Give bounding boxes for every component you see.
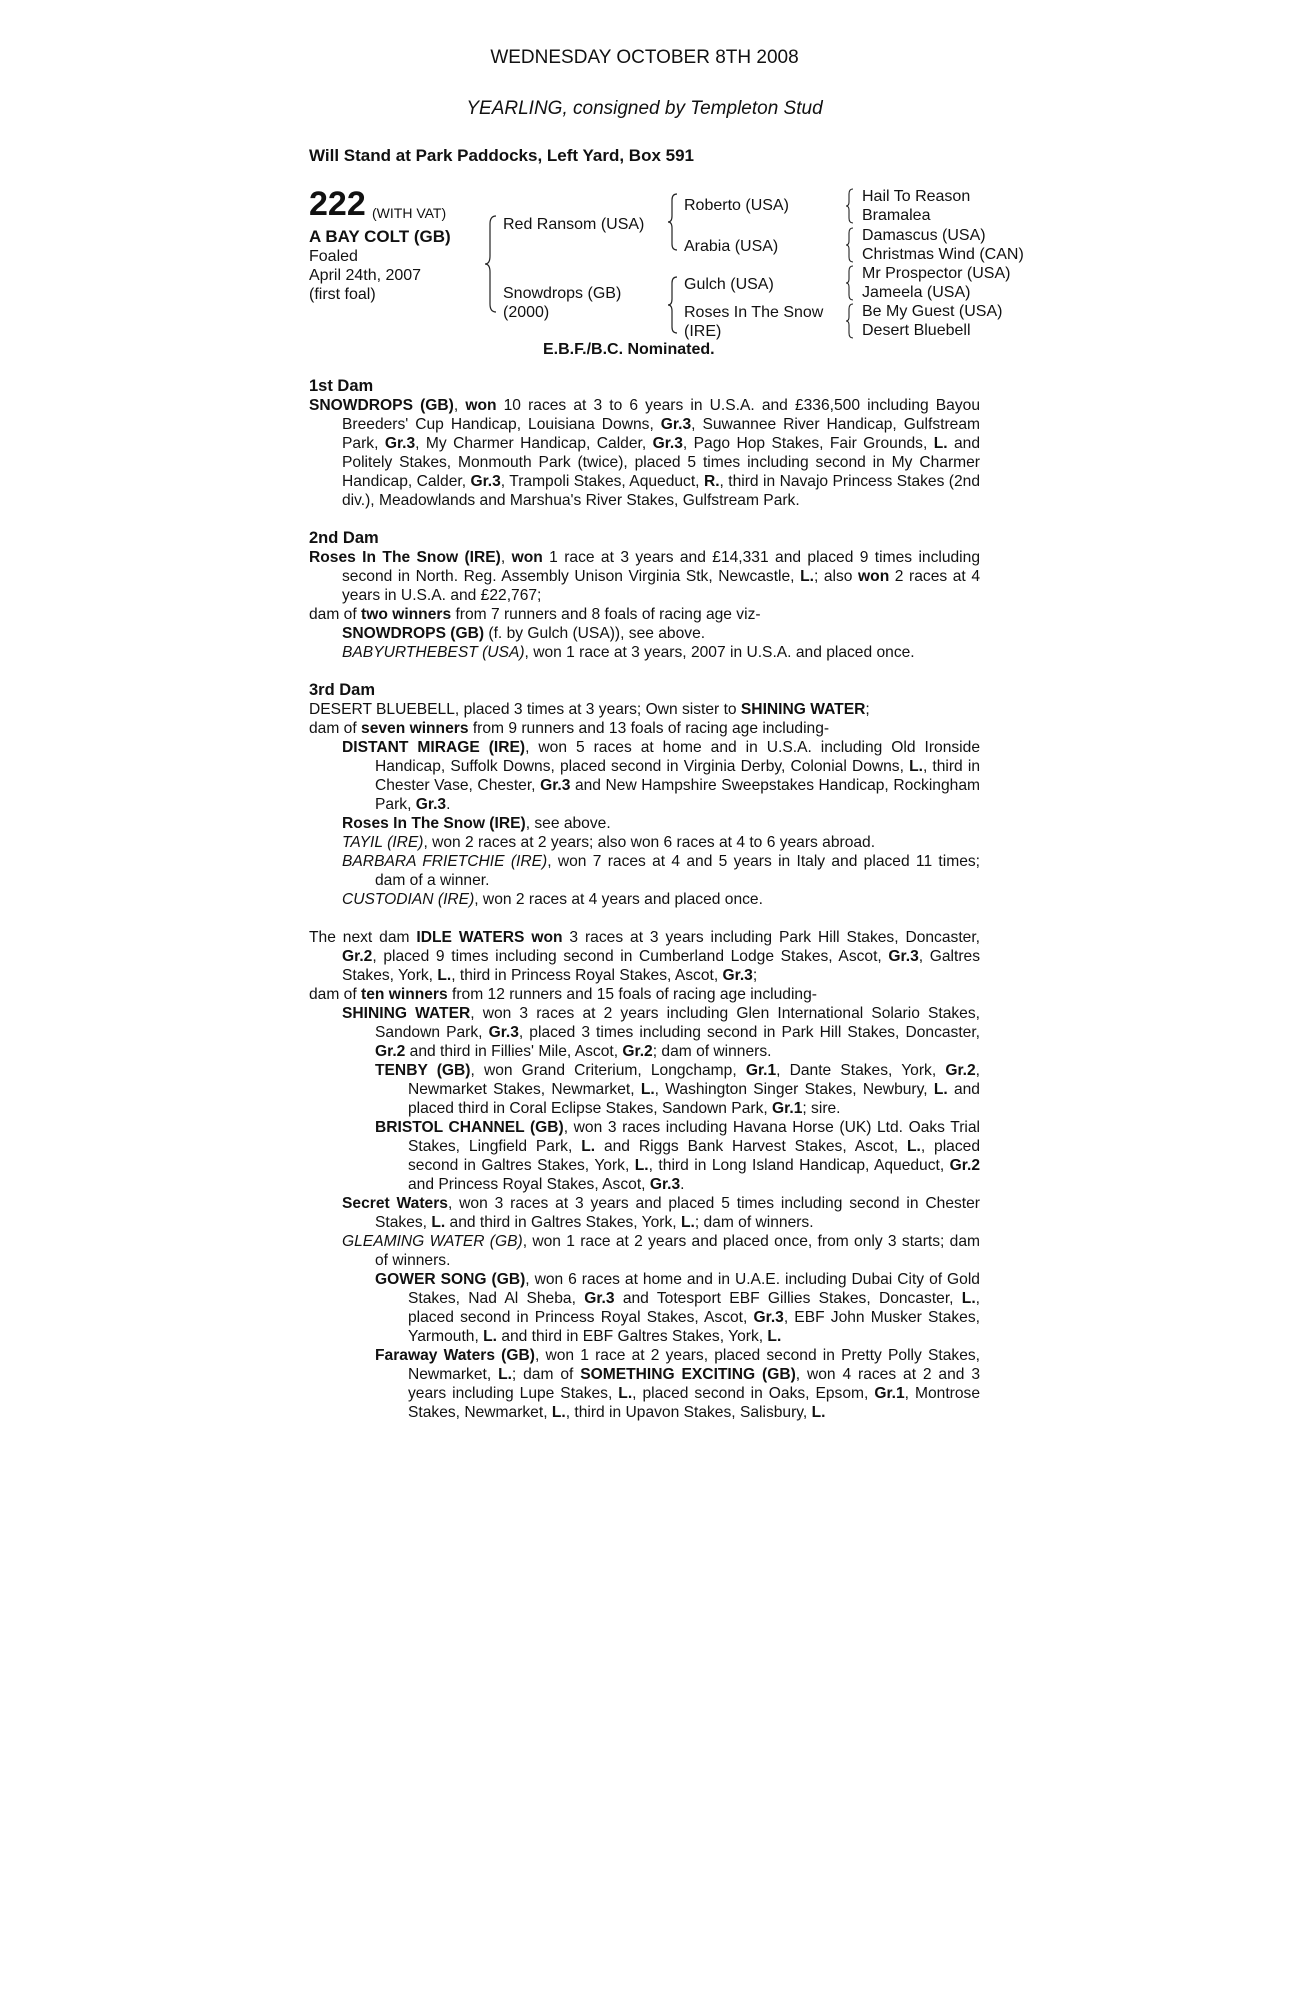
gg-sire-1: Hail To Reason bbox=[862, 188, 971, 205]
dam-year: (2000) bbox=[503, 304, 550, 321]
sale-date: WEDNESDAY OCTOBER 8TH 2008 bbox=[490, 47, 799, 68]
first-dam-paragraph: SNOWDROPS (GB), won 10 races at 3 to 6 years in U.S.A. and £336,500 including Bayou Breeders' Cup Handicap, Louisiana Downs, Gr.3, Suwannee River Handicap, Gulfstream Park, Gr.3, My Charmer Handicap, Calder, Gr.3, Pago Hop Stakes, Fair Grounds, L. and Politely Stakes, Monmouth Park (twice), placed 5 times including second in My Charmer Handicap, Calder, Gr.3, Trampoli Stakes, Aqueduct, R., third in Navajo Princess Stakes (2nd div.), Meadowlands and Marshua's River Stakes, Gulfstream Park. bbox=[309, 397, 981, 509]
foal-note: (first foal) bbox=[309, 286, 376, 303]
horse-name: Roses In The Snow (IRE) bbox=[309, 549, 501, 566]
vat-note: (WITH VAT) bbox=[372, 205, 447, 221]
gg-dam-4: Desert Bluebell bbox=[862, 322, 971, 339]
dam-dam-line1: Roses In The Snow bbox=[684, 304, 824, 321]
pedigree-brace-4b bbox=[845, 226, 855, 264]
gg-sire-2: Damascus (USA) bbox=[862, 227, 986, 244]
produce-entry: Roses In The Snow (IRE), see above. bbox=[342, 815, 611, 832]
pedigree-brace-4c bbox=[845, 264, 855, 302]
produce-entry-sub: Faraway Waters (GB), won 1 race at 2 years, placed second in Pretty Polly Stakes, Newmarket, L.; dam of SOMETHING EXCITING (GB), won 4 races at 2 and 3 years including Lupe Stakes, L., placed second in Oaks, Epsom, Gr.1, Montrose Stakes, Newmarket, L., third in Upavon Stakes, Salisbury, L. bbox=[375, 1347, 980, 1421]
gg-dam-1: Bramalea bbox=[862, 207, 931, 224]
third-dam-heading: 3rd Dam bbox=[309, 681, 376, 699]
produce-entry: BABYURTHEBEST (USA), won 1 race at 3 years, 2007 in U.S.A. and placed once. bbox=[342, 644, 915, 661]
consignor-line: YEARLING, consigned by Templeton Stud bbox=[466, 98, 823, 119]
pedigree-brace-4a bbox=[845, 187, 855, 225]
gg-sire-4: Be My Guest (USA) bbox=[862, 303, 1003, 320]
gg-dam-2: Christmas Wind (CAN) bbox=[862, 246, 1024, 263]
sire-dam: Arabia (USA) bbox=[684, 238, 779, 255]
pedigree-brace-dam bbox=[667, 275, 679, 335]
dam-sire: Gulch (USA) bbox=[684, 276, 774, 293]
stand-location: Will Stand at Park Paddocks, Left Yard, Box 591 bbox=[309, 146, 694, 165]
produce-entry-sub: BRISTOL CHANNEL (GB), won 3 races including Havana Horse (UK) Ltd. Oaks Trial Stakes, Lingfield Park, L. and Riggs Bank Harvest Stakes, Ascot, L., placed second in Galtres Stakes, York, L., third in Long Island Handicap, Aqueduct, Gr.2 and Princess Royal Stakes, Ascot, Gr.3. bbox=[375, 1119, 981, 1193]
second-dam-produce-summary: dam of two winners from 7 runners and 8 foals of racing age viz- bbox=[309, 606, 761, 623]
sire-name: Red Ransom (USA) bbox=[503, 216, 645, 233]
next-dam-produce-summary: dam of ten winners from 12 runners and 15 foals of racing age including- bbox=[309, 986, 817, 1003]
produce-entry: GLEAMING WATER (GB), won 1 race at 2 years and placed once, from only 3 starts; dam of winners. bbox=[342, 1233, 980, 1269]
first-dam-heading: 1st Dam bbox=[309, 377, 374, 395]
foaled-date: April 24th, 2007 bbox=[309, 267, 422, 284]
dam-dam-line2: (IRE) bbox=[684, 323, 722, 340]
lot-number: 222 bbox=[309, 185, 366, 223]
produce-entry-sub: TENBY (GB), won Grand Criterium, Longchamp, Gr.1, Dante Stakes, York, Gr.2, Newmarket Stakes, Newmarket, L., Washington Singer Stakes, Newbury, L. and placed third in Coral Eclipse Stakes, Sandown Park, Gr.1; sire. bbox=[375, 1062, 980, 1117]
second-dam-paragraph: Roses In The Snow (IRE), won 1 race at 3 years and £14,331 and placed 9 times including second in North. Reg. Assembly Unison Virginia Stk, Newcastle, L.; also won 2 races at 4 years in U.S.A. and £22,767; bbox=[309, 549, 981, 604]
next-dam-paragraph: The next dam IDLE WATERS won 3 races at 3 years including Park Hill Stakes, Doncaster, Gr.2, placed 9 times including second in Cumberland Lodge Stakes, Ascot, Gr.3, Galtres Stakes, York, L., third in Princess Royal Stakes, Ascot, Gr.3; bbox=[309, 929, 980, 984]
horse-name: SNOWDROPS (GB) bbox=[309, 397, 454, 414]
produce-entry: SNOWDROPS (GB) (f. by Gulch (USA)), see above. bbox=[342, 625, 706, 642]
nomination-note: E.B.F./B.C. Nominated. bbox=[543, 341, 715, 358]
third-dam-produce-summary: dam of seven winners from 9 runners and 13 foals of racing age including- bbox=[309, 720, 830, 737]
produce-entry: DISTANT MIRAGE (IRE), won 5 races at home and in U.S.A. including Old Ironside Handicap, Suffolk Downs, placed second in Virginia Derby, Colonial Downs, L., third in Chester Vase, Chester, Gr.3 and New Hampshire Sweepstakes Handicap, Rockingham Park, Gr.3. bbox=[342, 739, 980, 813]
produce-entry: CUSTODIAN (IRE), won 2 races at 4 years and placed once. bbox=[342, 891, 763, 908]
produce-entry: BARBARA FRIETCHIE (IRE), won 7 races at 4 and 5 years in Italy and placed 11 times; dam of a winner. bbox=[342, 853, 980, 889]
gg-sire-3: Mr Prospector (USA) bbox=[862, 265, 1011, 282]
second-dam-heading: 2nd Dam bbox=[309, 529, 379, 547]
pedigree-brace-4d bbox=[845, 302, 855, 340]
catalogue-body bbox=[309, 377, 980, 1422]
pedigree-brace-gen1 bbox=[484, 214, 498, 314]
produce-entry: Secret Waters, won 3 races at 3 years and placed 5 times including second in Chester Stakes, L. and third in Galtres Stakes, York, L.; dam of winners. bbox=[342, 1195, 980, 1231]
third-dam-line: DESERT BLUEBELL, placed 3 times at 3 years; Own sister to SHINING WATER; bbox=[309, 701, 870, 718]
dam-name: Snowdrops (GB) bbox=[503, 285, 622, 302]
gg-dam-3: Jameela (USA) bbox=[862, 284, 971, 301]
produce-entry: SHINING WATER, won 3 races at 2 years including Glen International Solario Stakes, Sandown Park, Gr.3, placed 3 times including second in Park Hill Stakes, Doncaster, Gr.2 and third in Fillies' Mile, Ascot, Gr.2; dam of winners. bbox=[342, 1005, 980, 1060]
foaled-label: Foaled bbox=[309, 248, 358, 265]
pedigree-brace-sire bbox=[667, 192, 679, 252]
lot-title: A BAY COLT (GB) bbox=[309, 227, 451, 246]
sire-sire: Roberto (USA) bbox=[684, 197, 789, 214]
produce-entry-sub: GOWER SONG (GB), won 6 races at home and in U.A.E. including Dubai City of Gold Stakes, Nad Al Sheba, Gr.3 and Totesport EBF Gillies Stakes, Doncaster, L., placed second in Princess Royal Stakes, Ascot, Gr.3, EBF John Musker Stakes, Yarmouth, L. and third in EBF Galtres Stakes, York, L. bbox=[375, 1271, 980, 1345]
produce-entry: TAYIL (IRE), won 2 races at 2 years; also won 6 races at 4 to 6 years abroad. bbox=[342, 834, 876, 851]
